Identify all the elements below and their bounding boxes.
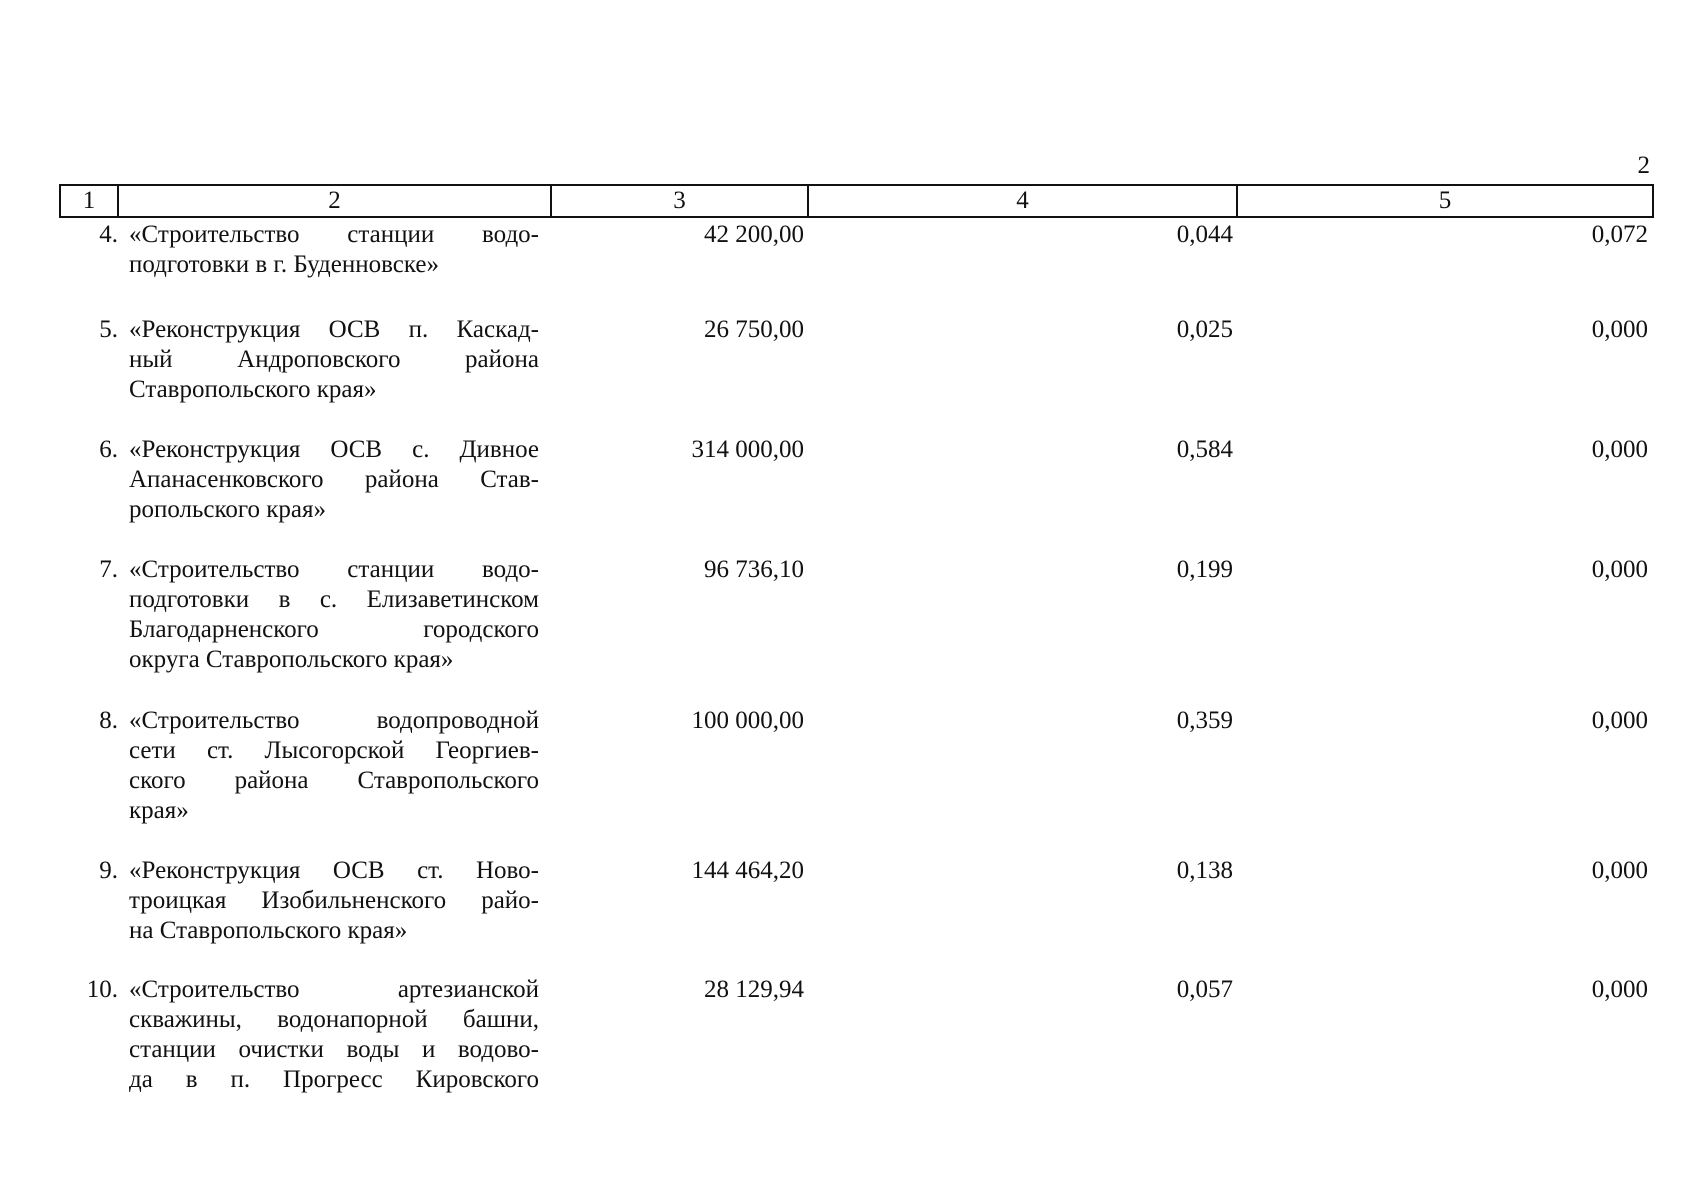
- row-col3-value: 314 000,00: [691, 436, 804, 463]
- row-description: [129, 315, 539, 405]
- row-number: 4.: [99, 221, 118, 248]
- row-col3-value: 26 750,00: [704, 316, 804, 343]
- row-number: 9.: [99, 857, 118, 884]
- description-line: «Строительство водопроводной: [129, 707, 539, 734]
- row-description: [129, 856, 539, 946]
- page-number: 2: [1637, 152, 1650, 179]
- row-number: 8.: [99, 707, 118, 734]
- description-line: на Ставропольского края»: [129, 917, 408, 944]
- description-line: Ставропольского края»: [129, 376, 377, 403]
- header-col-2: 2: [118, 185, 551, 217]
- row-col5-value: 0,000: [1591, 316, 1648, 343]
- row-col4-value: 0,057: [1176, 976, 1233, 1003]
- row-description: [129, 435, 539, 525]
- row-description: [129, 220, 539, 280]
- description-line: да в п. Прогресс Кировского: [129, 1066, 539, 1093]
- row-col5-value: 0,000: [1591, 976, 1648, 1003]
- row-col4-value: 0,359: [1176, 707, 1233, 734]
- header-col-4: 4: [808, 185, 1237, 217]
- description-line: Апанасенковского района Став-: [129, 466, 539, 493]
- description-line: «Реконструкция ОСВ с. Дивное: [129, 436, 539, 463]
- description-line: ный Андроповского района: [129, 346, 539, 373]
- row-number: 7.: [99, 556, 118, 583]
- row-col4-value: 0,025: [1176, 316, 1233, 343]
- row-col3-value: 28 129,94: [704, 976, 804, 1003]
- row-col4-value: 0,044: [1176, 221, 1233, 248]
- table-header: [59, 184, 1654, 218]
- description-line: «Реконструкция ОСВ п. Каскад-: [129, 316, 539, 343]
- row-col4-value: 0,584: [1176, 436, 1233, 463]
- row-description: [129, 975, 539, 1095]
- header-col-5: 5: [1237, 185, 1653, 217]
- description-line: округа Ставропольского края»: [129, 646, 454, 673]
- row-col3-value: 100 000,00: [691, 707, 804, 734]
- row-number: 10.: [86, 976, 118, 1003]
- description-line: станции очистки воды и водово-: [129, 1036, 539, 1063]
- row-description: [129, 555, 539, 675]
- description-line: «Реконструкция ОСВ ст. Ново-: [129, 857, 539, 884]
- description-line: ропольского края»: [129, 496, 327, 523]
- description-line: подготовки в с. Елизаветинском: [129, 586, 539, 613]
- row-number: 6.: [99, 436, 118, 463]
- description-line: ского района Ставропольского: [129, 767, 539, 794]
- row-col3-value: 144 464,20: [691, 857, 804, 884]
- row-col5-value: 0,000: [1591, 436, 1648, 463]
- row-col4-value: 0,138: [1176, 857, 1233, 884]
- row-col5-value: 0,000: [1591, 556, 1648, 583]
- row-col5-value: 0,072: [1591, 221, 1648, 248]
- description-line: скважины, водонапорной башни,: [129, 1006, 539, 1033]
- row-col3-value: 42 200,00: [704, 221, 804, 248]
- row-description: [129, 706, 539, 826]
- row-number: 5.: [99, 316, 118, 343]
- description-line: Благодарненского городского: [129, 616, 539, 643]
- description-line: края»: [129, 797, 189, 824]
- description-line: «Строительство станции водо-: [129, 556, 539, 583]
- row-col3-value: 96 736,10: [704, 556, 804, 583]
- description-line: троицкая Изобильненского райо-: [129, 887, 539, 914]
- row-col4-value: 0,199: [1176, 556, 1233, 583]
- header-col-1: 1: [60, 185, 118, 217]
- row-col5-value: 0,000: [1591, 857, 1648, 884]
- description-line: сети ст. Лысогорской Георгиев-: [129, 737, 539, 764]
- description-line: «Строительство станции водо-: [129, 221, 539, 248]
- description-line: «Строительство артезианской: [129, 976, 539, 1003]
- header-col-3: 3: [551, 185, 808, 217]
- description-line: подготовки в г. Буденновске»: [129, 251, 439, 278]
- row-col5-value: 0,000: [1591, 707, 1648, 734]
